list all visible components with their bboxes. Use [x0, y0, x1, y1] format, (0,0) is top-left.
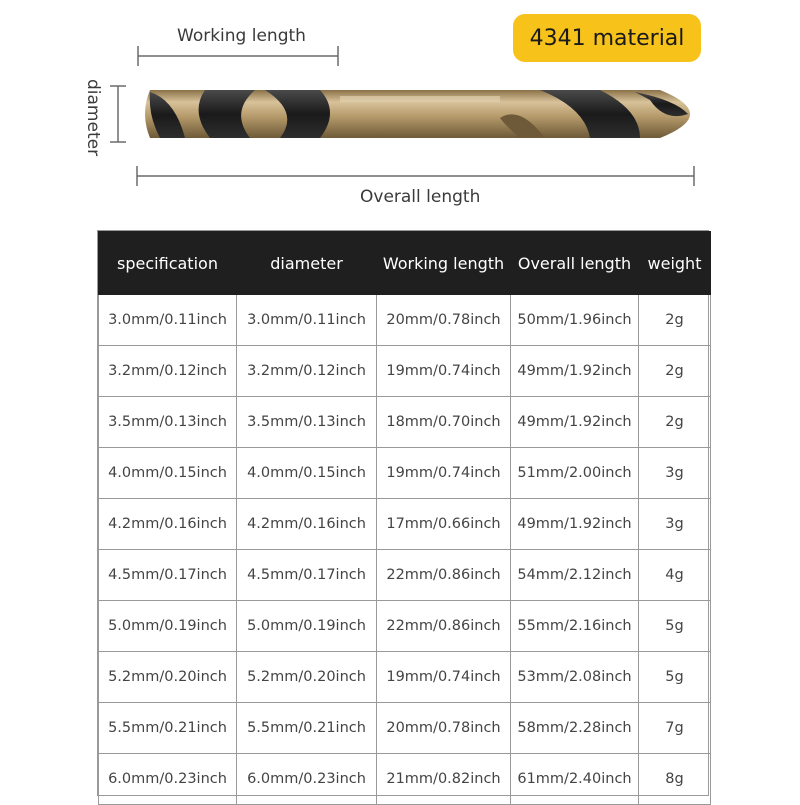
cell-weight: 5g: [639, 601, 711, 652]
cell-specification: 3.2mm/0.12inch: [99, 346, 237, 397]
cell-specification: 4.0mm/0.15inch: [99, 448, 237, 499]
header-working-length: Working length: [377, 232, 511, 295]
spec-table-container: [97, 230, 709, 796]
cell-working-length: 20mm/0.78inch: [377, 295, 511, 346]
cell-diameter: 3.0mm/0.11inch: [237, 295, 377, 346]
cell-diameter: 6.0mm/0.23inch: [237, 754, 377, 805]
cell-diameter: 5.0mm/0.19inch: [237, 601, 377, 652]
spec-table: [98, 231, 711, 805]
cell-overall-length: 49mm/1.92inch: [511, 397, 639, 448]
cell-weight: 8g: [639, 754, 711, 805]
header-weight: weight: [639, 232, 711, 295]
table-row: [99, 601, 711, 652]
cell-weight: 2g: [639, 346, 711, 397]
header-diameter: diameter: [237, 232, 377, 295]
table-row: [99, 550, 711, 601]
cell-overall-length: 55mm/2.16inch: [511, 601, 639, 652]
cell-specification: 5.5mm/0.21inch: [99, 703, 237, 754]
cell-diameter: 4.0mm/0.15inch: [237, 448, 377, 499]
cell-overall-length: 54mm/2.12inch: [511, 550, 639, 601]
cell-overall-length: 61mm/2.40inch: [511, 754, 639, 805]
cell-weight: 4g: [639, 550, 711, 601]
cell-weight: 3g: [639, 448, 711, 499]
cell-working-length: 21mm/0.82inch: [377, 754, 511, 805]
cell-diameter: 4.5mm/0.17inch: [237, 550, 377, 601]
table-header-row: [99, 232, 711, 295]
cell-working-length: 18mm/0.70inch: [377, 397, 511, 448]
cell-overall-length: 49mm/1.92inch: [511, 499, 639, 550]
cell-working-length: 22mm/0.86inch: [377, 601, 511, 652]
cell-weight: 3g: [639, 499, 711, 550]
cell-weight: 2g: [639, 295, 711, 346]
cell-working-length: 22mm/0.86inch: [377, 550, 511, 601]
diameter-label: diameter: [83, 79, 103, 157]
header-overall-length: Overall length: [511, 232, 639, 295]
table-row: [99, 295, 711, 346]
cell-specification: 3.5mm/0.13inch: [99, 397, 237, 448]
drill-diagram: [0, 0, 800, 225]
cell-diameter: 3.5mm/0.13inch: [237, 397, 377, 448]
cell-specification: 4.2mm/0.16inch: [99, 499, 237, 550]
cell-specification: 5.0mm/0.19inch: [99, 601, 237, 652]
cell-diameter: 4.2mm/0.16inch: [237, 499, 377, 550]
working-length-dimension: [138, 46, 338, 66]
overall-length-dimension: [137, 166, 694, 186]
cell-overall-length: 51mm/2.00inch: [511, 448, 639, 499]
working-length-label: Working length: [177, 26, 306, 46]
table-row: [99, 346, 711, 397]
cell-specification: 3.0mm/0.11inch: [99, 295, 237, 346]
cell-working-length: 19mm/0.74inch: [377, 448, 511, 499]
cell-working-length: 19mm/0.74inch: [377, 652, 511, 703]
cell-overall-length: 49mm/1.92inch: [511, 346, 639, 397]
cell-specification: 5.2mm/0.20inch: [99, 652, 237, 703]
table-row: [99, 652, 711, 703]
drill-bit: [145, 90, 690, 138]
table-row: [99, 754, 711, 805]
table-row: [99, 448, 711, 499]
cell-diameter: 3.2mm/0.12inch: [237, 346, 377, 397]
table-row: [99, 703, 711, 754]
table-row: [99, 397, 711, 448]
cell-working-length: 17mm/0.66inch: [377, 499, 511, 550]
material-badge: 4341 material: [513, 14, 701, 62]
cell-overall-length: 58mm/2.28inch: [511, 703, 639, 754]
cell-weight: 7g: [639, 703, 711, 754]
cell-specification: 4.5mm/0.17inch: [99, 550, 237, 601]
overall-length-label: Overall length: [360, 187, 481, 207]
cell-weight: 2g: [639, 397, 711, 448]
cell-overall-length: 53mm/2.08inch: [511, 652, 639, 703]
diameter-dimension: [110, 86, 126, 142]
cell-diameter: 5.5mm/0.21inch: [237, 703, 377, 754]
cell-weight: 5g: [639, 652, 711, 703]
cell-working-length: 20mm/0.78inch: [377, 703, 511, 754]
cell-working-length: 19mm/0.74inch: [377, 346, 511, 397]
cell-overall-length: 50mm/1.96inch: [511, 295, 639, 346]
header-specification: specification: [99, 232, 237, 295]
table-row: [99, 499, 711, 550]
cell-specification: 6.0mm/0.23inch: [99, 754, 237, 805]
cell-diameter: 5.2mm/0.20inch: [237, 652, 377, 703]
